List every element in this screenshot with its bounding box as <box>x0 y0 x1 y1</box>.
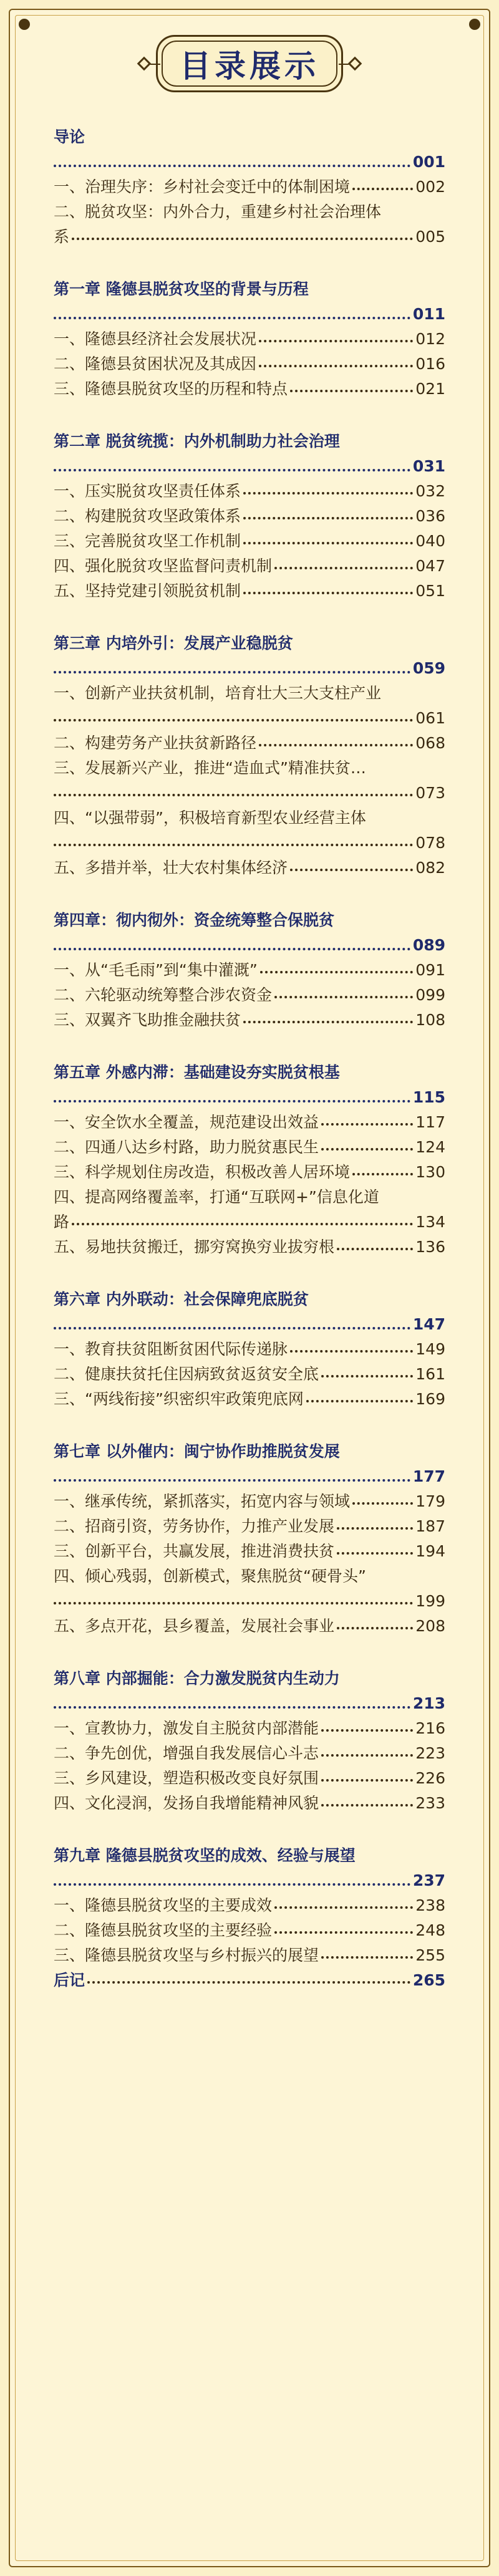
dot-leader <box>54 794 413 796</box>
toc-item-label: 三、双翼齐飞助推金融扶贫 <box>54 1011 241 1029</box>
dot-leader <box>274 1931 413 1934</box>
dot-leader <box>72 1223 413 1225</box>
dot-leader <box>290 390 413 392</box>
toc-item[interactable] <box>54 1766 445 1791</box>
chapter-page-row <box>54 454 445 479</box>
dot-leader <box>72 238 413 240</box>
chapter-page-row <box>54 933 445 958</box>
toc-item[interactable] <box>54 1185 445 1235</box>
toc-item-line2 <box>54 831 445 856</box>
toc-item-label: 二、隆德县贫困状况及其成因 <box>54 355 257 373</box>
toc-item-label: 四、提高网络覆盖率，打通“互联网+”信息化道 <box>54 1188 379 1206</box>
toc-item[interactable] <box>54 554 445 579</box>
toc-item-page: 161 <box>415 1365 445 1383</box>
toc-section <box>54 1287 445 1412</box>
chapter-title[interactable]: 第六章 内外联动：社会保障兜底脱贫 <box>54 1290 309 1308</box>
toc-item-page: 040 <box>415 532 445 550</box>
afterword-label: 后记 <box>54 1971 85 1989</box>
dot-leader <box>321 1729 413 1732</box>
toc-item-page: 136 <box>415 1238 445 1256</box>
toc-item-label: 二、构建脱贫攻坚政策体系 <box>54 507 241 525</box>
toc-item-label: 一、创新产业扶贫机制，培育壮大三大支柱产业 <box>54 684 382 702</box>
toc-item[interactable] <box>54 756 445 806</box>
toc-item[interactable] <box>54 479 445 504</box>
toc-item-label: 五、坚持党建引领脱贫机制 <box>54 582 241 600</box>
toc-item[interactable] <box>54 1489 445 1514</box>
toc-item-label-cont: 路 <box>54 1213 70 1231</box>
toc-item-page: 169 <box>415 1390 445 1408</box>
toc-item-page: 199 <box>415 1592 445 1610</box>
page-title: 目录展示 <box>180 48 319 84</box>
toc-item-page: 149 <box>415 1340 445 1358</box>
toc-section <box>54 429 445 604</box>
toc-item-page: 032 <box>415 482 445 500</box>
dot-leader <box>259 340 413 342</box>
chapter-page-number: 237 <box>412 1871 445 1889</box>
chapter-page-row <box>54 1085 445 1110</box>
dot-leader <box>54 948 410 950</box>
toc-item-label: 三、科学规划住房改造，积极改善人居环境 <box>54 1163 351 1181</box>
dot-leader <box>352 188 413 190</box>
toc-item-page: 016 <box>415 355 445 373</box>
toc-item[interactable] <box>54 1564 445 1614</box>
toc-item-label: 一、压实脱贫攻坚责任体系 <box>54 482 241 500</box>
toc-item-label: 二、脱贫攻坚：内外合力，重建乡村社会治理体 <box>54 203 382 221</box>
toc-item-page: 047 <box>415 557 445 575</box>
toc-item-page: 117 <box>415 1113 445 1131</box>
toc-item-label: 一、隆德县脱贫攻坚的主要成效 <box>54 1896 273 1914</box>
toc-item-label: 二、健康扶贫托住因病致贫返贫安全底 <box>54 1365 319 1383</box>
toc-item[interactable] <box>54 529 445 554</box>
toc-item-page: 108 <box>415 1011 445 1029</box>
toc-item-label: 三、隆德县脱贫攻坚的历程和特点 <box>54 380 288 398</box>
corner-dot-top-right <box>469 19 480 30</box>
toc-section <box>54 1439 445 1639</box>
toc-item-page: 194 <box>415 1542 445 1560</box>
toc-item[interactable] <box>54 352 445 377</box>
chapter-page-row <box>54 1312 445 1337</box>
toc-section <box>54 1666 445 1816</box>
toc-item[interactable] <box>54 806 445 856</box>
toc-item-label: 一、宣教协力，激发自主脱贫内部潜能 <box>54 1719 319 1737</box>
toc-item-page: 061 <box>415 709 445 727</box>
dot-leader <box>243 592 413 594</box>
toc-item-label-cont: 系 <box>54 228 70 246</box>
chapter-page-number: 031 <box>412 457 445 475</box>
dot-leader <box>54 844 413 846</box>
dot-leader <box>321 1804 413 1807</box>
toc-item[interactable] <box>54 200 445 249</box>
toc-item-label: 一、教育扶贫阻断贫困代际传递脉 <box>54 1340 288 1358</box>
toc-item-page: 082 <box>415 859 445 877</box>
corner-dot-top-left <box>19 19 30 30</box>
dot-leader <box>243 542 413 544</box>
dot-leader <box>54 165 410 167</box>
chapter-page-number: 115 <box>412 1088 445 1106</box>
dot-leader <box>274 567 413 569</box>
toc-item-label: 二、隆德县脱贫攻坚的主要经验 <box>54 1921 273 1939</box>
toc-item-line2 <box>54 1210 445 1235</box>
toc-item-page: 179 <box>415 1492 445 1510</box>
dot-leader <box>337 1248 413 1250</box>
toc-item-page: 238 <box>415 1896 445 1914</box>
toc-item-page: 223 <box>415 1744 445 1762</box>
dot-leader <box>321 1779 413 1782</box>
toc-item[interactable] <box>54 958 445 983</box>
toc-section <box>54 277 445 402</box>
toc-item-label: 一、安全饮水全覆盖，规范建设出效益 <box>54 1113 319 1131</box>
chapter-page-row <box>54 1868 445 1893</box>
dot-leader <box>54 1479 410 1482</box>
toc-item[interactable] <box>54 731 445 756</box>
afterword-row[interactable] <box>54 1968 445 1993</box>
toc-item-line2 <box>54 706 445 731</box>
toc-item-page: 002 <box>415 178 445 196</box>
toc-item-label: 三、创新平台，共赢发展，推进消费扶贫 <box>54 1542 335 1560</box>
chapter-title[interactable]: 第七章 以外催内：闽宁协作助推脱贫发展 <box>54 1442 340 1460</box>
toc-item-page: 091 <box>415 961 445 979</box>
chapter-title[interactable]: 第四章：彻内彻外：资金统筹整合保脱贫 <box>54 911 335 929</box>
dot-leader <box>321 1123 413 1126</box>
dot-leader <box>337 1627 413 1629</box>
toc-item-page: 187 <box>415 1517 445 1535</box>
chapter-page-row <box>54 1691 445 1716</box>
toc-item-page: 068 <box>415 734 445 752</box>
title-ornament-right <box>348 57 362 71</box>
toc-item-page: 233 <box>415 1794 445 1812</box>
chapter-title[interactable]: 第一章 隆德县脱贫攻坚的背景与历程 <box>54 280 309 298</box>
toc-item[interactable] <box>54 1716 445 1741</box>
toc-item[interactable] <box>54 579 445 604</box>
chapter-page-number: 177 <box>412 1467 445 1485</box>
toc-item-label: 一、从“毛毛雨”到“集中灌溉” <box>54 961 258 979</box>
toc-item[interactable] <box>54 1614 445 1639</box>
dot-leader <box>243 517 413 519</box>
toc-item[interactable] <box>54 856 445 880</box>
toc-item[interactable] <box>54 1741 445 1766</box>
toc-item-label: 四、文化浸润，发扬自我增能精神风貌 <box>54 1794 319 1812</box>
toc-item-page: 134 <box>415 1213 445 1231</box>
toc-item-label: 三、“两线衔接”织密织牢政策兜底网 <box>54 1390 304 1408</box>
toc-item-line2 <box>54 781 445 806</box>
dot-leader <box>352 1173 413 1175</box>
toc-item[interactable] <box>54 681 445 731</box>
dot-leader <box>54 1602 413 1604</box>
toc-item-page: 012 <box>415 330 445 348</box>
dot-leader <box>54 719 413 721</box>
title-banner <box>0 35 499 92</box>
toc-item-page: 216 <box>415 1719 445 1737</box>
toc-item[interactable] <box>54 1110 445 1135</box>
toc-item-page: 130 <box>415 1163 445 1181</box>
toc-item-label: 三、发展新兴产业，推进“造血式”精准扶贫… <box>54 759 366 777</box>
toc-item[interactable] <box>54 1943 445 1968</box>
toc-item-page: 124 <box>415 1138 445 1156</box>
toc-item-label: 四、“以强带弱”，积极培育新型农业经营主体 <box>54 809 366 827</box>
toc-item[interactable] <box>54 1008 445 1033</box>
toc-item[interactable] <box>54 1539 445 1564</box>
table-of-contents <box>54 125 445 1993</box>
toc-item-page: 005 <box>415 228 445 246</box>
toc-item-label: 二、构建劳务产业扶贫新路径 <box>54 734 257 752</box>
toc-item-label: 二、招商引资，劳务协作，力推产业发展 <box>54 1517 335 1535</box>
dot-leader <box>87 1981 410 1984</box>
toc-item[interactable] <box>54 1337 445 1362</box>
dot-leader <box>290 869 413 871</box>
toc-item-page: 255 <box>415 1946 445 1964</box>
chapter-page-number: 001 <box>412 153 445 171</box>
toc-item-page: 073 <box>415 784 445 802</box>
chapter-page-row <box>54 302 445 327</box>
toc-section <box>54 631 445 880</box>
toc-item[interactable] <box>54 1893 445 1918</box>
toc-item-page: 248 <box>415 1921 445 1939</box>
dot-leader <box>290 1350 413 1353</box>
toc-item-label: 三、隆德县脱贫攻坚与乡村振兴的展望 <box>54 1946 319 1964</box>
toc-item[interactable] <box>54 1791 445 1816</box>
toc-item[interactable] <box>54 504 445 529</box>
dot-leader <box>274 1906 413 1909</box>
toc-item-page: 099 <box>415 986 445 1004</box>
toc-item-label: 一、隆德县经济社会发展状况 <box>54 330 257 348</box>
dot-leader <box>243 1021 413 1023</box>
chapter-page-number: 213 <box>412 1694 445 1712</box>
dot-leader <box>321 1375 413 1377</box>
toc-item[interactable] <box>54 1362 445 1387</box>
chapter-page-row <box>54 1464 445 1489</box>
toc-item-label: 三、完善脱贫攻坚工作机制 <box>54 532 241 550</box>
dot-leader <box>321 1148 413 1151</box>
dot-leader <box>260 971 413 973</box>
toc-item[interactable] <box>54 377 445 402</box>
chapter-title[interactable]: 第九章 隆德县脱贫攻坚的成效、经验与展望 <box>54 1846 356 1864</box>
toc-item[interactable] <box>54 175 445 200</box>
toc-item-label: 五、多措并举，壮大农村集体经济 <box>54 859 288 877</box>
toc-section <box>54 1060 445 1260</box>
dot-leader <box>54 1327 410 1329</box>
dot-leader <box>321 1956 413 1959</box>
dot-leader <box>54 1883 410 1886</box>
dot-leader <box>54 1706 410 1709</box>
toc-item-page: 036 <box>415 507 445 525</box>
toc-section <box>54 125 445 249</box>
toc-item[interactable] <box>54 1160 445 1185</box>
dot-leader <box>321 1754 413 1757</box>
toc-item[interactable] <box>54 1235 445 1260</box>
toc-section <box>54 1843 445 1968</box>
title-box <box>156 35 343 92</box>
toc-item[interactable] <box>54 327 445 352</box>
dot-leader <box>352 1502 413 1505</box>
dot-leader <box>274 996 413 998</box>
toc-item-label: 一、治理失序：乡村社会变迁中的体制困境 <box>54 178 351 196</box>
chapter-page-number: 011 <box>412 305 445 323</box>
toc-item[interactable] <box>54 1918 445 1943</box>
toc-item-line2 <box>54 224 445 249</box>
chapter-title[interactable]: 第五章 外感内滞：基础建设夯实脱贫根基 <box>54 1063 340 1081</box>
afterword-page: 265 <box>412 1971 445 1989</box>
toc-item[interactable] <box>54 983 445 1008</box>
chapter-title[interactable]: 导论 <box>54 128 85 146</box>
dot-leader <box>337 1527 413 1530</box>
dot-leader <box>54 317 410 319</box>
toc-item-line2 <box>54 1589 445 1614</box>
toc-item-page: 226 <box>415 1769 445 1787</box>
title-ornament-left <box>137 57 152 71</box>
dot-leader <box>306 1400 413 1402</box>
dot-leader <box>337 1552 413 1555</box>
toc-item-label: 二、争先创优，增强自我发展信心斗志 <box>54 1744 319 1762</box>
toc-item-page: 021 <box>415 380 445 398</box>
toc-item-page: 078 <box>415 834 445 852</box>
toc-item-label: 五、易地扶贫搬迁，挪穷窝换穷业拔穷根 <box>54 1238 335 1256</box>
dot-leader <box>259 365 413 367</box>
chapter-page-number: 059 <box>412 659 445 677</box>
dot-leader <box>54 671 410 673</box>
toc-item-page: 051 <box>415 582 445 600</box>
toc-item-label: 五、多点开花，县乡覆盖，发展社会事业 <box>54 1617 335 1635</box>
toc-item-label: 二、四通八达乡村路，助力脱贫惠民生 <box>54 1138 319 1156</box>
dot-leader <box>259 744 413 746</box>
dot-leader <box>243 492 413 494</box>
chapter-page-row <box>54 150 445 175</box>
dot-leader <box>54 469 410 471</box>
chapter-title[interactable]: 第二章 脱贫统揽：内外机制助力社会治理 <box>54 432 340 450</box>
toc-item-page: 208 <box>415 1617 445 1635</box>
toc-section <box>54 908 445 1033</box>
toc-item-label: 三、乡风建设，塑造积极改变良好氛围 <box>54 1769 319 1787</box>
toc-item-label: 二、六轮驱动统筹整合涉农资金 <box>54 986 273 1004</box>
toc-item-label: 四、强化脱贫攻坚监督问责机制 <box>54 557 273 575</box>
chapter-title[interactable]: 第三章 内培外引：发展产业稳脱贫 <box>54 634 293 652</box>
toc-item[interactable] <box>54 1135 445 1160</box>
chapter-page-row <box>54 656 445 681</box>
toc-item-label: 一、继承传统，紧抓落实，拓宽内容与领域 <box>54 1492 351 1510</box>
chapter-page-number: 147 <box>412 1315 445 1333</box>
toc-item[interactable] <box>54 1514 445 1539</box>
dot-leader <box>54 1100 410 1102</box>
chapter-title[interactable]: 第八章 内部掘能：合力激发脱贫内生动力 <box>54 1669 340 1687</box>
toc-item-label: 四、倾心残弱，创新模式，聚焦脱贫“硬骨头” <box>54 1567 366 1585</box>
chapter-page-number: 089 <box>412 936 445 954</box>
toc-item[interactable] <box>54 1387 445 1412</box>
